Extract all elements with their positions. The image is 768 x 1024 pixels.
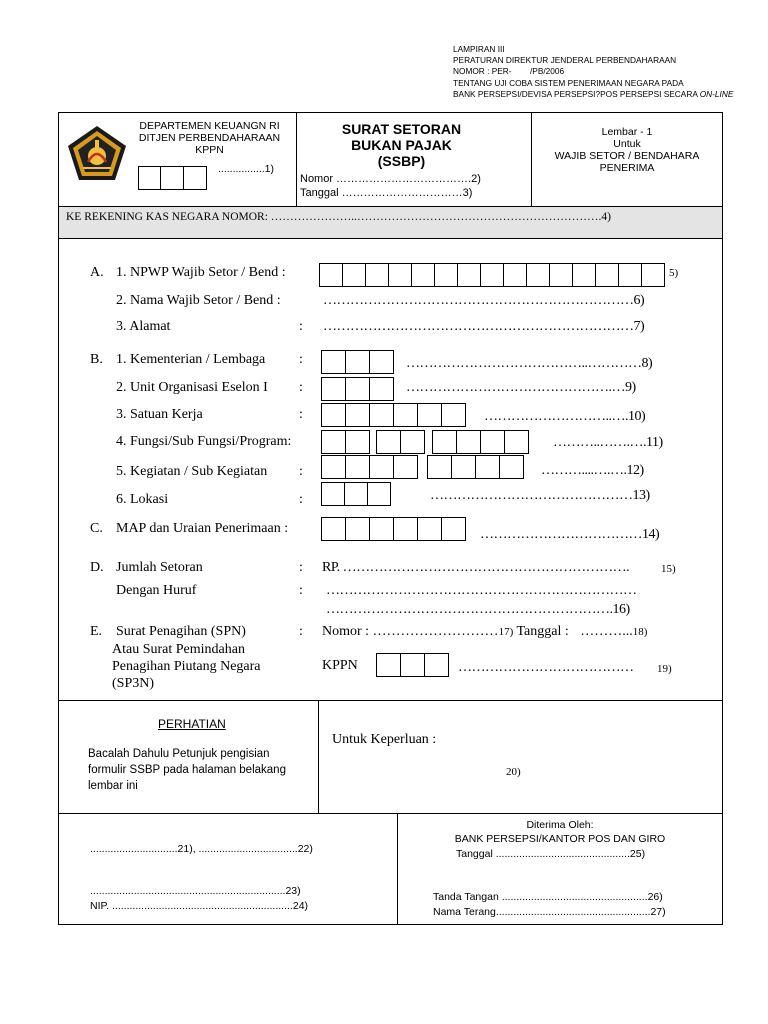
nomor-field[interactable]: Nomor ……………………………….2) <box>300 173 481 185</box>
kegiatan-label: 5. Kegiatan / Sub Kegiatan <box>116 464 268 479</box>
fungsi-label: 4. Fungsi/Sub Fungsi/Program: <box>116 434 292 449</box>
sp3n-label: Penagihan Piutang Negara <box>112 659 261 674</box>
ref-19: 19) <box>657 663 672 675</box>
code-box[interactable] <box>641 263 665 287</box>
code-box[interactable] <box>549 263 573 287</box>
map-label: MAP dan Uraian Penerimaan : <box>116 521 289 536</box>
untuk-keperluan-label: Untuk Keperluan : <box>332 732 437 747</box>
section-b-letter: B. <box>90 352 103 367</box>
perhatian-title: PERHATIAN <box>158 717 226 731</box>
code-box[interactable] <box>393 403 418 427</box>
header-divider <box>296 113 297 206</box>
code-box[interactable] <box>451 455 476 479</box>
divider <box>58 813 723 814</box>
title-line: BUKAN PAJAK <box>351 137 452 153</box>
code-box[interactable] <box>345 455 370 479</box>
lampiran-line: LAMPIRAN III <box>453 44 505 54</box>
colon: : <box>299 319 303 334</box>
lampiran-line-italic: ON-LINE <box>699 88 734 99</box>
lembar-line: PENERIMA <box>599 162 655 174</box>
code-box[interactable] <box>456 430 481 454</box>
kppn-ref: ................1) <box>218 163 275 175</box>
code-box[interactable] <box>400 430 425 454</box>
department-block <box>138 120 281 156</box>
code-box[interactable] <box>321 517 346 541</box>
colon: : <box>299 624 303 639</box>
code-box[interactable] <box>427 455 452 479</box>
lampiran-line: TENTANG UJI COBA SISTEM PENERIMAAN NEGARA PADA <box>453 77 684 88</box>
code-box[interactable] <box>480 430 505 454</box>
code-box[interactable] <box>480 263 504 287</box>
department-line: KPPN <box>195 144 224 156</box>
code-box[interactable] <box>417 517 442 541</box>
bank-label: BANK PERSEPSI/KANTOR POS DAN GIRO <box>454 833 666 845</box>
wajib-setor-signature-input[interactable]: ..............................21), ..................................22) <box>90 843 313 855</box>
code-box[interactable] <box>376 430 401 454</box>
code-box[interactable] <box>345 403 370 427</box>
code-box[interactable] <box>321 430 346 454</box>
lampiran-line: PERATURAN DIREKTUR JENDERAL PERBENDAHARAAN <box>453 55 677 66</box>
code-box[interactable] <box>342 263 366 287</box>
kppn-code-box[interactable] <box>138 166 161 190</box>
kemenkeu-logo-icon <box>66 124 128 182</box>
code-box[interactable] <box>367 482 391 506</box>
colon: : <box>299 492 303 507</box>
colon: : <box>299 407 303 422</box>
tanggal-field[interactable]: Tanggal ……………………………3) <box>300 187 473 199</box>
dengan-huruf-input[interactable]: …………………………………………………………… <box>326 583 637 598</box>
code-box[interactable] <box>432 430 457 454</box>
divider <box>58 700 723 701</box>
kementerian-label: 1. Kementerian / Lembaga <box>116 352 266 367</box>
kppn-code-box[interactable] <box>160 166 184 190</box>
lampiran-block <box>453 44 733 100</box>
code-box[interactable] <box>369 403 394 427</box>
rekening-input[interactable]: …………………..……………………………………………………….4) <box>270 211 611 223</box>
code-box[interactable] <box>369 350 394 374</box>
form-title <box>298 121 505 169</box>
code-box[interactable] <box>369 377 394 401</box>
nip-input[interactable]: NIP. ..............................................................24) <box>90 900 309 912</box>
code-box[interactable] <box>503 263 527 287</box>
sp3n-label-block <box>112 641 261 692</box>
ref-15: 15) <box>661 563 676 575</box>
signature-name-input[interactable]: ...................................................................23) <box>90 885 301 897</box>
code-box[interactable] <box>321 350 346 374</box>
code-box[interactable] <box>504 430 529 454</box>
perhatian-divider <box>318 700 319 813</box>
satuan-kerja-label: 3. Satuan Kerja <box>116 407 203 422</box>
spn-label: Surat Penagihan (SPN) <box>116 624 246 639</box>
colon: : <box>299 380 303 395</box>
code-box[interactable] <box>411 263 435 287</box>
code-box[interactable] <box>475 455 500 479</box>
lokasi-name-input[interactable]: ………………………………………13) <box>430 488 650 503</box>
npwp-label: 1. NPWP Wajib Setor / Bend : <box>116 265 286 280</box>
code-box[interactable] <box>424 653 449 677</box>
code-box[interactable] <box>376 653 401 677</box>
code-box[interactable] <box>499 455 524 479</box>
kppn-code-box[interactable] <box>183 166 207 190</box>
code-box[interactable] <box>417 403 442 427</box>
code-box[interactable] <box>344 482 368 506</box>
code-box[interactable] <box>345 350 370 374</box>
kementerian-name-input[interactable]: …………………………………..…………8) <box>406 356 653 371</box>
lembar-line: Untuk <box>613 138 641 150</box>
code-box[interactable] <box>595 263 619 287</box>
department-line: DEPARTEMEN KEUANGN RI <box>139 120 280 132</box>
nama-wajib-label: 2. Nama Wajib Setor / Bend : <box>116 293 281 308</box>
nama-terang-input[interactable]: Nama Terang.....................................................27) <box>433 906 666 918</box>
perhatian-text <box>88 746 286 794</box>
code-box[interactable] <box>365 263 389 287</box>
lembar-line: Lembar - 1 <box>601 126 653 138</box>
code-box[interactable] <box>345 430 370 454</box>
divider <box>58 206 723 207</box>
rekening-row <box>66 211 611 223</box>
untuk-keperluan-input[interactable]: 20) <box>506 766 521 778</box>
title-line: (SSBP) <box>377 153 426 169</box>
lokasi-label: 6. Lokasi <box>116 492 169 507</box>
code-box[interactable] <box>321 482 345 506</box>
sp3n-label: (SP3N) <box>112 676 155 691</box>
ref-5: 5) <box>669 267 679 279</box>
code-box[interactable] <box>457 263 481 287</box>
ref-17: 17) <box>498 626 514 638</box>
spn-nomor-input[interactable] <box>322 624 647 640</box>
code-box[interactable] <box>393 517 418 541</box>
code-box[interactable] <box>572 263 596 287</box>
section-c-letter: C. <box>90 521 103 536</box>
title-line: SURAT SETORAN <box>341 121 462 137</box>
code-box[interactable] <box>393 455 418 479</box>
alamat-input[interactable]: ……………………………………………………………7) <box>323 319 645 334</box>
code-box[interactable] <box>369 455 394 479</box>
section-a-letter: A. <box>90 265 104 280</box>
lembar-line: WAJIB SETOR / BENDAHARA <box>554 150 700 162</box>
lampiran-line-text: BANK PERSEPSI/DEVISA PERSEPSI?POS PERSEPSI SECARA <box>453 88 700 99</box>
perhatian-line: lembar ini <box>88 780 138 792</box>
fungsi-name-input[interactable]: ………..…….….11) <box>553 435 663 450</box>
colon: : <box>299 560 303 575</box>
nama-wajib-input[interactable]: ……………………………………………………………6) <box>323 293 645 308</box>
sp3n-kppn-input[interactable]: ………………………………… <box>458 660 634 675</box>
code-box[interactable] <box>321 377 346 401</box>
perhatian-line: Bacalah Dahulu Petunjuk pengisian <box>88 748 270 760</box>
code-box[interactable] <box>526 263 550 287</box>
code-box[interactable] <box>441 403 466 427</box>
alamat-label: 3. Alamat <box>116 319 171 334</box>
sp3n-label: Atau Surat Pemindahan <box>112 642 245 657</box>
spn-nomor-text: Nomor : ……………………… <box>322 624 499 639</box>
diterima-label: Diterima Oleh: <box>526 819 594 831</box>
unit-organisasi-label: 2. Unit Organisasi Eselon I <box>116 380 268 395</box>
dengan-huruf-label: Dengan Huruf <box>116 583 197 598</box>
jumlah-setoran-label: Jumlah Setoran <box>116 560 203 575</box>
rekening-label: KE REKENING KAS NEGARA NOMOR: <box>66 211 268 223</box>
spn-tanggal-input[interactable]: ………... <box>580 624 633 639</box>
section-e-letter: E. <box>90 624 103 639</box>
bank-tanggal-input[interactable]: Tanggal ..............................................25) <box>456 848 646 860</box>
colon: : <box>299 583 303 598</box>
diterima-block <box>398 818 722 846</box>
department-line: DITJEN PERBENDAHARAAN <box>138 132 281 144</box>
satuan-kerja-name-input[interactable]: ………………………..….10) <box>484 409 646 424</box>
code-box[interactable] <box>321 403 346 427</box>
lampiran-line <box>453 89 733 100</box>
perhatian-line: formulir SSBP pada halaman belakang <box>88 764 286 776</box>
lampiran-line: NOMOR : PER- /PB/2006 <box>453 66 565 77</box>
map-uraian-input[interactable]: ………………………………14) <box>480 527 660 542</box>
colon: : <box>299 352 303 367</box>
colon: : <box>299 464 303 479</box>
ref-18: 18) <box>632 626 648 638</box>
lembar-block <box>532 126 722 174</box>
spn-tanggal-label: Tanggal : <box>516 624 569 639</box>
dengan-huruf-input-2[interactable]: ……………………………………………………….16) <box>326 602 630 617</box>
code-box[interactable] <box>345 377 370 401</box>
code-box[interactable] <box>434 263 458 287</box>
code-box[interactable] <box>319 263 343 287</box>
code-box[interactable] <box>321 455 346 479</box>
tanda-tangan-input[interactable]: Tanda Tangan ..................................................26) <box>433 891 663 903</box>
code-box[interactable] <box>618 263 642 287</box>
kegiatan-name-input[interactable]: ………....….….12) <box>541 463 644 478</box>
code-box[interactable] <box>345 517 370 541</box>
unit-organisasi-name-input[interactable]: ……………………………………….…9) <box>406 380 636 395</box>
code-box[interactable] <box>388 263 412 287</box>
divider <box>58 238 723 239</box>
jumlah-setoran-input[interactable]: RP. ………………………………………………………. <box>322 560 630 575</box>
code-box[interactable] <box>441 517 466 541</box>
section-d-letter: D. <box>90 560 104 575</box>
kppn-label: KPPN <box>322 658 358 673</box>
code-box[interactable] <box>369 517 394 541</box>
code-box[interactable] <box>400 653 425 677</box>
